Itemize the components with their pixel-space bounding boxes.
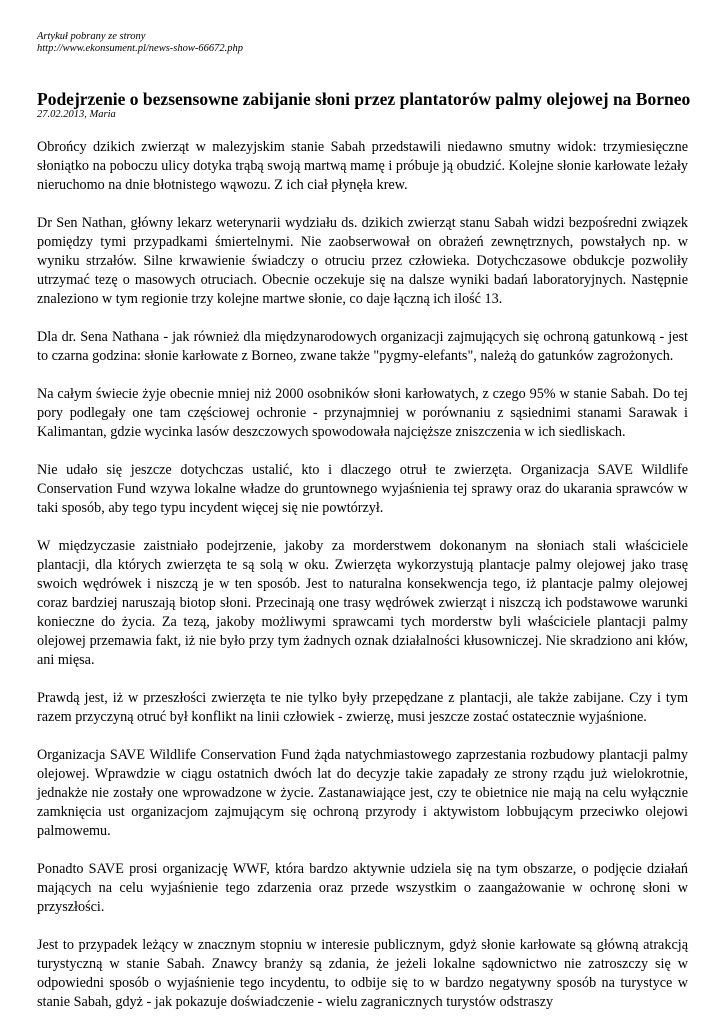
article-body: [37, 138, 688, 1012]
article-paragraph: Dla dr. Sena Nathana - jak również dla międzynarodowych organizacji zajmujących się ochroną gatunkową - jest to czarna godzina: słonie karłowate z Borneo, zwane także "pygmy-elefants", należą do gatunków zagrożonych.: [37, 329, 688, 364]
article-title: Podejrzenie o bezsensowne zabijanie słoni przez plantatorów palmy olejowej na Borneo: [37, 89, 691, 109]
source-note: [37, 31, 688, 55]
article-paragraph: Na całym świecie żyje obecnie mniej niż 2000 osobników słoni karłowatych, z czego 95% w stanie Sabah. Do tej pory podlegały one tam częściowej ochronie - przynajmniej w porównaniu z sąsiednimi stanami Sarawak i Kalimantan, gdzie wycinka lasów deszczowych spowodowała najcięższe zniszczenia w ich siedliskach.: [37, 386, 688, 440]
article-paragraph: Obrońcy dzikich zwierząt w malezyjskim stanie Sabah przedstawili niedawno smutny widok: trzymiesięczne słoniątko na poboczu ulicy dotyka trąbą swoją martwą mamę i próbuje ją obudzić. Kolejne słonie karłowate leżały nieruchomo na dnie błotnistego wąwozu. Z ich ciał płynęła krew.: [37, 139, 688, 193]
document-page: [37, 31, 691, 1031]
source-url: http://www.ekonsument.pl/news-show-66672.php: [37, 43, 244, 54]
article-paragraph: Organizacja SAVE Wildlife Conservation Fund żąda natychmiastowego zaprzestania rozbudowy plantacji palmy olejowej. Wprawdzie w ciągu ostatnich dwóch lat do decyzje takie zapadały ze strony rządu już wielokrotnie, jednakże nie zostały one wprowadzone w życie. Zastanawiające jest, czy te obietnice nie mają na celu wyłącznie zamknięcia ust organizacjom zajmującym się ochroną przyrody i aktywistom lobbującym przeciwko olejowi palmowemu.: [37, 747, 688, 839]
article-paragraph: Ponadto SAVE prosi organizację WWF, która bardzo aktywnie udziela się na tym obszarze, o podjęcie działań mających na celu wyjaśnienie tego zdarzenia oraz przede wszystkim o zaangażowanie w ochronę słoni w przyszłości.: [37, 861, 688, 915]
article-paragraph: W międzyczasie zaistniało podejrzenie, jakoby za morderstwem dokonanym na słoniach stali właściciele plantacji, dla których zwierzęta te są solą w oku. Zwierzęta wykorzystują plantacje palmy olejowej jako trasę swoich wędrówek i niszczą je w ten sposób. Jest to naturalna konsekwencja tego, iż plantacje palmy olejowej coraz bardziej naruszają biotop słoni. Przecinają one trasy wędrówek zwierząt i niszczą ich podstawowe warunki konieczne do życia. Za tezą, jakoby możliwymi sprawcami tych morderstw byli właściciele plantacji palmy olejowej przemawia fakt, iż nie było przy tym żadnych oznak działalności kłusowniczej. Nie skradziono ani kłów, ani mięsa.: [37, 538, 688, 668]
article-paragraph: Nie udało się jeszcze dotychczas ustalić, kto i dlaczego otruł te zwierzęta. Organizacja SAVE Wildlife Conservation Fund wzywa lokalne władze do gruntownego wyjaśnienia tej sprawy oraz do ukarania sprawców w taki sposób, aby tego typu incydent więcej się nie powtórzył.: [37, 462, 688, 516]
article-byline: 27.02.2013, Maria: [37, 109, 116, 120]
source-label: Artykuł pobrany ze strony: [37, 31, 146, 42]
article-paragraph: Dr Sen Nathan, główny lekarz weterynarii wydziału ds. dzikich zwierząt stanu Sabah widzi bezpośredni związek pomiędzy tymi przypadkami śmiertelnymi. Nie zaobserwował on obrażeń zewnętrznych, powstałych np. w wyniku strzałów. Silne krwawienie świadczy o otruciu przez człowieka. Dotychczasowe obdukcje pozwoliły utrzymać tezę o masowych otruciach. Obecnie oczekuje się na dalsze wyniki badań laboratoryjnych. Następnie znaleziono w tym regionie trzy kolejne martwe słonie, co daje łączną ich ilość 13.: [37, 215, 688, 307]
article-paragraph: Prawdą jest, iż w przeszłości zwierzęta te nie tylko były przepędzane z plantacji, ale także zabijane. Czy i tym razem przyczyną otruć był konflikt na linii człowiek - zwierzę, musi jeszcze zostać ostatecznie wyjaśnione.: [37, 690, 688, 725]
article-paragraph: Jest to przypadek leżący w znacznym stopniu w interesie publicznym, gdyż słonie karłowate są główną atrakcją turystyczną w stanie Sabah. Znawcy branży są zdania, że jeżeli lokalne sądownictwo nie zatroszczy się w odpowiedni sposób o wyjaśnienie tego incydentu, to odbije się to w bardzo negatywny sposób na turystyce w stanie Sabah, gdyż - jak pokazuje doświadczenie - wielu zagranicznych turystów odstraszy: [37, 937, 688, 1010]
